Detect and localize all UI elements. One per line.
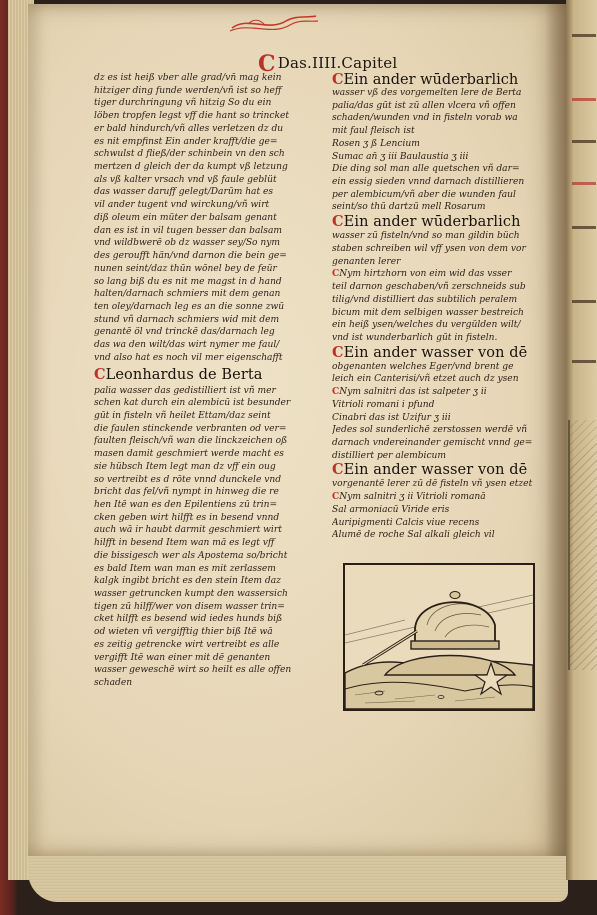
right-page-rubric-line — [572, 182, 596, 185]
text-line: schen kat durch ein alembicū ist besunder — [94, 398, 291, 409]
text-line: Die ding sol man alle quetschen vñ dar= — [332, 164, 520, 175]
red-flourish-icon — [228, 12, 320, 38]
section-heading-text: Ein ander wasser von dē — [343, 344, 528, 361]
text-line: stund vñ darnach schmiers wid mit dem — [94, 314, 280, 325]
text-line: per alembicum/vñ aber die wunden faul — [332, 189, 516, 200]
text-line: Auripigmenti Calcis viue recens — [332, 517, 480, 528]
text-run: Nym salnitri das ist salpeter ʒ ii — [339, 387, 487, 398]
text-line: ein heiß ysen/welches du vergülden wilt/ — [332, 320, 521, 331]
section-heading-text: Ein ander wasser von dē — [343, 462, 528, 479]
text-line: darnach vndereinander gemischt vnnd ge= — [332, 437, 533, 448]
text-line: so lang biß du es nit me magst in d hand — [94, 276, 282, 287]
text-line: die bissigesch wer als Apostema so/bricht — [94, 550, 288, 561]
left-text-column — [94, 72, 320, 690]
right-page-text-line — [572, 34, 596, 37]
text-line: wasser getruncken kumpt den wassersich — [94, 589, 288, 600]
text-line: mertzen d gleich der da kumpt vß letzung — [94, 162, 288, 173]
text-line: ten oley/darnach leg es an die sonne zwū — [94, 301, 285, 312]
text-line: schwulst d fließ/der schinbein vn den sch — [94, 149, 285, 160]
woodcut-drawing — [345, 565, 533, 709]
text-line: diß oleum ein müter der balsam genant — [94, 212, 277, 223]
text-line: genantē öl vnd trinckē das/darnach leg — [94, 327, 275, 338]
rubric-bracket-icon: C — [332, 72, 344, 88]
section-heading — [94, 367, 320, 383]
text-line: ein essig sieden vnnd darnach distillieren — [332, 177, 525, 188]
text-line: vnd also hat es noch vil mer eigenschafft — [94, 352, 283, 363]
text-line: nunen seint/daz thūn wōnel bey de feür — [94, 263, 277, 274]
text-line: Sumac an̄ ʒ iii Baulaustia ʒ iii — [332, 151, 469, 162]
text-line: Vitrioli romani i pfund — [332, 399, 435, 410]
paragraph-mark-icon: C — [332, 268, 340, 280]
text-line: das wa den wilt/das wirt nymer me faul/ — [94, 340, 280, 351]
text-line: er bald hindurch/vñ alles verletzen dz du — [94, 123, 284, 134]
text-line — [332, 268, 537, 281]
text-line: od wieten vñ vergifftig thier biß Itē wā — [94, 627, 273, 638]
text-line: als vß kalter vrsach vnd vß faule geblüt — [94, 174, 277, 185]
text-line: hen Itē wan es den Epilentiens zū trin= — [94, 500, 278, 510]
text-line: cken geben wirt hilfft es in besend vnnd — [94, 512, 280, 523]
text-line: die faulen stinckende verbranten od ver= — [94, 423, 287, 434]
section-heading — [332, 72, 540, 88]
text-line: vnd wildbwerē ob dz wasser sey/So nym — [94, 238, 281, 249]
text-line: es nit empfinst Ein ander krafft/die ge= — [94, 136, 278, 147]
text-line: dz es ist heiß vber alle grad/vn̄ mag kein — [94, 73, 282, 83]
section-heading-text: Ein ander wūderbarlich — [343, 72, 519, 88]
rubric-bracket-icon: C — [332, 214, 344, 231]
text-line: wasser vß des vorgemelten lere de Berta — [332, 88, 522, 98]
chapter-heading — [258, 48, 398, 77]
text-line: mit faul fleisch ist — [332, 126, 415, 137]
text-line: sie hübsch Item legt man dz vff ein oug — [94, 461, 276, 472]
text-line: distilliert per alembicum — [332, 450, 447, 461]
text-line: cket hilfft es besend wid iedes hunds biß — [94, 614, 283, 625]
text-line: vorgenantē lerer zū dē fisteln vñ ysen etzet — [332, 479, 533, 490]
text-line: bricht das fel/vñ nympt in hinweg die re — [94, 487, 279, 498]
text-line: kalgk ingibt bricht es den stein Item daz — [94, 576, 281, 587]
text-run: Nym hirtzhorn von eim wid das vsser — [339, 269, 512, 280]
rubric-bracket-icon: C — [332, 462, 344, 479]
text-line: obgenanten welches Eger/vnd brent ge — [332, 361, 514, 372]
text-line: schaden — [94, 678, 133, 689]
text-line: hitziger ding funde werden/vñ ist so heff — [94, 85, 282, 96]
text-line: halten/darnach schmiers mit dem genan — [94, 289, 281, 300]
right-page-rubric-line — [572, 98, 596, 101]
text-line — [332, 386, 537, 399]
right-page-text-line — [572, 226, 596, 229]
right-page-fragment — [566, 0, 597, 880]
text-line: masen damit geschmiert werde macht es — [94, 449, 284, 460]
text-line: bicum mit dem selbigen wasser bestreich — [332, 307, 524, 318]
text-line: auch wā ir haubt darmit geschmiert wirt — [94, 525, 282, 536]
section-heading — [332, 345, 537, 361]
rubric-bracket-icon: C — [94, 366, 106, 383]
paragraph-mark-icon: C — [332, 386, 340, 398]
text-line: schaden/wunden vnd in fisteln vorab wa — [332, 113, 518, 124]
text-line: Cinabri das ist Uzifur ʒ iii — [332, 412, 451, 423]
right-text-column — [332, 87, 537, 542]
rubric-bracket-icon: C — [332, 344, 344, 361]
text-line: genanten lerer — [332, 256, 401, 267]
right-page-text-line — [572, 140, 596, 143]
text-line: das wasser daruff gelegt/Darūm hat es — [94, 187, 274, 198]
text-line: dan es ist in vil tugen besser dan balsam — [94, 225, 283, 236]
text-line: tilig/vnd distilliert das subtilich peralem — [332, 294, 518, 305]
section-heading-text: Leonhardus de Berta — [105, 366, 263, 383]
alembic-woodcut-icon — [343, 563, 535, 711]
text-line: vergifft Itē wan einer mit dē genanten — [94, 652, 271, 663]
text-line — [332, 491, 537, 504]
right-page-woodcut — [568, 420, 597, 670]
section-heading-text: Ein ander wūderbarlich — [343, 214, 521, 231]
text-line: Sal armoniacū Viride eris — [332, 504, 450, 515]
text-line: löben tropfen legst vff die hant so trincket — [94, 111, 290, 122]
text-line: staben schreiben wil vff ysen von dem vor — [332, 243, 526, 254]
text-line: tigen zū hilff/wer von disem wasser trin= — [94, 601, 285, 612]
text-line: Rosen ʒ ß Lencium — [332, 138, 420, 149]
text-line: es zeitig getrencke wirt vertreibt es alle — [94, 639, 280, 650]
text-run: Nym salnitri ʒ ii Vitrioli romanā — [339, 492, 486, 503]
text-line: Jedes sol sunderlichē zerstossen werdē vñ — [332, 425, 528, 436]
section-heading — [332, 462, 537, 478]
rubric-bracket-icon: C — [258, 51, 276, 77]
text-line: palia wasser das gedistilliert ist vñ mer — [94, 385, 276, 396]
chapter-title: Das.IIII.Capitel — [277, 54, 398, 72]
section-heading — [332, 214, 537, 230]
text-line: wasser zū fisteln/vnd so man gildin büch — [332, 231, 520, 242]
text-line: vil ander tugent vnd wirckung/vñ wirt — [94, 200, 270, 211]
text-line: seint/so thū dartzū mell Rosarum — [332, 202, 486, 213]
right-page-text-line — [572, 300, 596, 303]
right-page-text-line — [572, 360, 596, 363]
text-line: gūt in fisteln vñ heilet Ettam/daz seint — [94, 410, 271, 421]
text-line: teil darnon geschaben/vñ zerschneids sub — [332, 282, 526, 293]
text-line: palia/das gūt ist zū allen vlcera vñ offen — [332, 100, 516, 111]
text-line: es bald Item wan man es mit zerlassem — [94, 563, 276, 574]
text-line: wasser geweschē wirt so heilt es alle offen — [94, 665, 292, 676]
text-line: so vertreibt es d rōte vnnd dunckele vnd — [94, 474, 282, 485]
paragraph-mark-icon: C — [332, 491, 340, 503]
text-line: tiger durchringung vñ hitzig So du ein — [94, 98, 272, 109]
text-line: Alumē de roche Sal alkali gleich vil — [332, 530, 495, 541]
text-line: vnd ist wunderbarlich gūt in fisteln. — [332, 332, 498, 343]
text-line: faulten fleisch/vñ wan die linckzeichen oß — [94, 436, 288, 447]
text-line: leich ein Canterisi/vñ etzet auch dz ysen — [332, 374, 519, 385]
text-line: des geroufft hän/vnd darnon die bein ge= — [94, 251, 287, 262]
text-line: hilfft in besend Item wan mā es legt vff — [94, 538, 275, 549]
